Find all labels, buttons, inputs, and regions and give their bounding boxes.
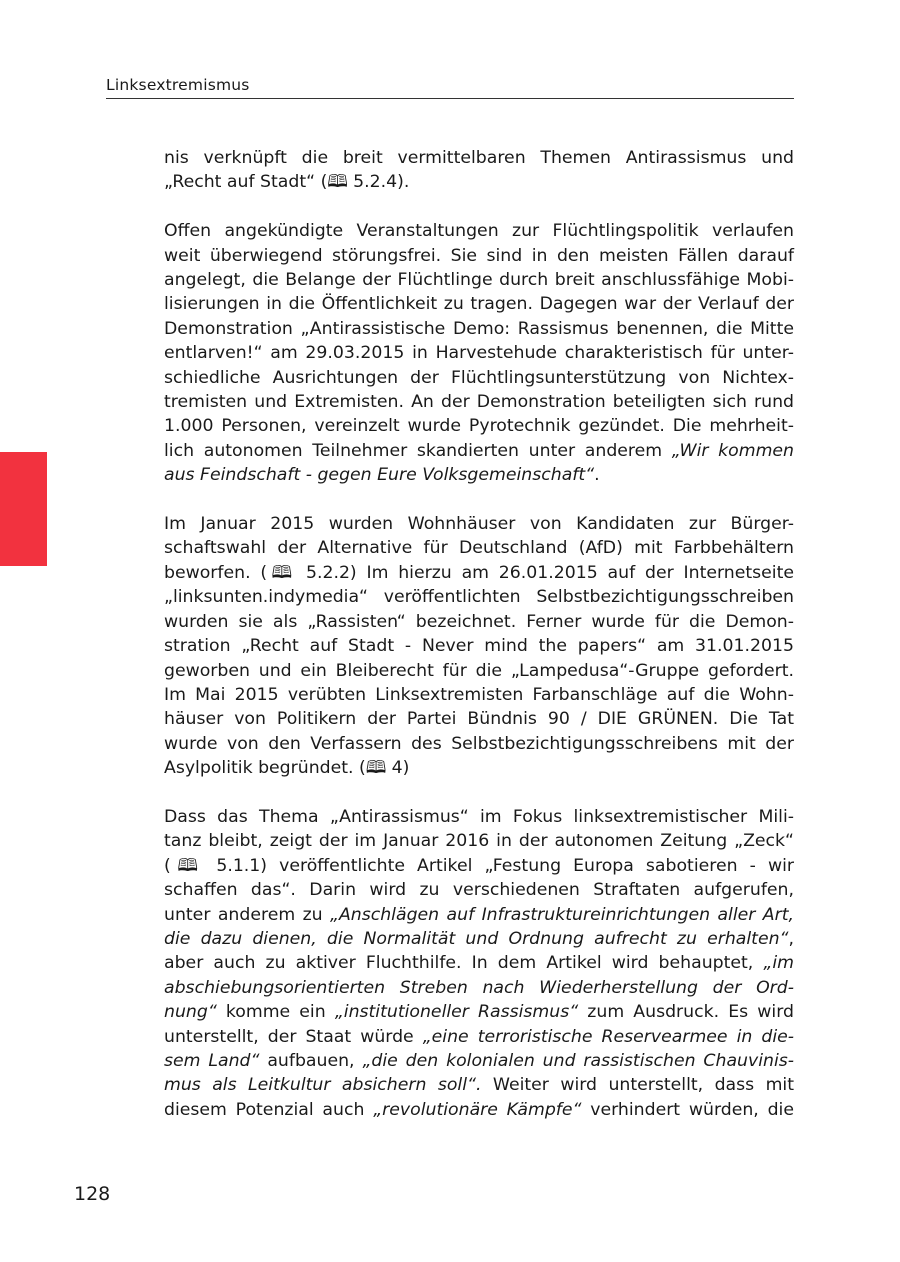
text-segment: schaftswahl der Alternative für Deutschland (AfD) mit Farbbehältern [164,538,794,559]
text-segment: tremisten und Extremisten. An der Demonstration beteiligten sich rund [164,392,794,413]
text-line [164,512,794,536]
text-segment: schaffen das“. Darin wird zu verschiedenen Straftaten aufgerufen, [164,880,794,901]
header-rule [106,98,794,99]
quote-italic: „die den kolonialen und rassistischen Chauvinis- [362,1050,795,1071]
text-line [164,610,794,634]
text-segment: verhindert würden, die [581,1099,794,1120]
text-segment: , [788,928,794,949]
text-segment: Im Mai 2015 verübten Linksextremisten Farbanschläge auf die Wohn- [164,684,794,705]
text-segment: beworfen. (🕮 5.2.2) Im hierzu am 26.01.2015 auf der Internetseite [164,562,794,583]
quote-italic: die dazu dienen, die Normalität und Ordnung aufrecht zu erhalten“ [164,928,789,949]
text-segment: komme ein [216,1002,335,1023]
text-line [164,219,794,243]
text-segment: Im Januar 2015 wurden Wohnhäuser von Kandidaten zur Bürger- [164,514,794,535]
text-segment: stration „Recht auf Stadt - Never mind the papers“ am 31.01.2015 [164,636,794,657]
text-line [164,634,794,658]
text-segment: häuser von Politikern der Partei Bündnis 90 / DIE GRÜNEN. Die Tat [164,709,794,730]
quote-italic: sem Land“ [164,1050,260,1071]
text-segment: „Recht auf Stadt“ (🕮 5.2.4). [164,172,410,193]
quote-italic: „revolutionäre Kämpfe“ [373,1099,582,1120]
text-line [164,683,794,707]
text-segment: Demonstration „Antirassistische Demo: Rassismus benennen, die Mitte [164,318,794,339]
text-line [164,317,794,341]
text-line [164,829,794,853]
text-segment: schiedliche Ausrichtungen der Flüchtlingsunterstützung von Nichtex- [164,367,794,388]
text-segment: wurden sie als „Rassisten“ bezeichnet. Ferner wurde für die Demon- [164,611,794,632]
quote-italic: abschiebungsorientierten Streben nach Wiederherstellung der Ord- [164,977,794,998]
paragraph [164,219,794,487]
quote-italic: mus als Leitkultur absichern soll“. [164,1075,482,1096]
text-segment: aber auch zu aktiver Fluchthilfe. In dem Artikel wird behauptet, [164,953,764,974]
paragraph [164,512,794,780]
quote-italic: „Wir kommen [671,440,794,461]
quote-italic: „im [763,953,794,974]
text-line [164,854,794,878]
text-line [164,561,794,585]
text-line [164,146,794,170]
text-segment: lich autonomen Teilnehmer skandierten unter anderem [164,440,672,461]
text-segment: diesem Potenzial auch [164,1099,374,1120]
text-segment: (🕮 5.1.1) veröffentlichte Artikel „Festung Europa sabotieren - wir [164,855,794,876]
quote-italic: „eine terroristische Reservearmee in die- [422,1026,794,1047]
text-segment: 1.000 Personen, vereinzelt wurde Pyrotechnik gezündet. Die mehrheit- [164,416,794,437]
text-line [164,170,794,194]
text-line [164,414,794,438]
text-segment: lisierungen in die Öffentlichkeit zu tragen. Dagegen war der Verlauf der [164,294,794,315]
text-line [164,756,794,780]
text-line [164,390,794,414]
text-line [164,341,794,365]
text-line [164,244,794,268]
quote-italic: „institutioneller Rassismus“ [334,1002,579,1023]
text-line [164,878,794,902]
page-number: 128 [74,1183,111,1205]
text-line [164,439,794,463]
text-line [164,951,794,975]
text-line [164,536,794,560]
text-line [164,1049,794,1073]
text-segment: weit überwiegend störungsfrei. Sie sind in den meisten Fällen darauf [164,245,794,266]
text-line [164,732,794,756]
paragraph [164,805,794,1122]
text-segment: entlarven!“ am 29.03.2015 in Harvestehude charakteristisch für unter- [164,343,794,364]
text-segment: aufbauen, [259,1050,363,1071]
text-line [164,1073,794,1097]
paragraph [164,146,794,195]
text-segment: Dass das Thema „Antirassismus“ im Fokus linksextremistischer Mili- [164,806,794,827]
text-segment: zum Ausdruck. Es wird [578,1002,794,1023]
text-segment: Asylpolitik begründet. (🕮 4) [164,758,410,779]
text-segment: nis verknüpft die breit vermittelbaren Themen Antirassismus und [164,148,794,168]
quote-italic: nung“ [164,1002,217,1023]
text-segment: Weiter wird unterstellt, dass mit [481,1075,794,1096]
text-line [164,585,794,609]
text-segment: Offen angekündigte Veranstaltungen zur Flüchtlingspolitik verlaufen [164,221,794,242]
text-line [164,366,794,390]
text-segment: angelegt, die Belange der Flüchtlinge durch breit anschlussfähige Mobi- [164,270,794,291]
text-segment: geworben und ein Bleiberecht für die „Lampedusa“-Gruppe gefordert. [164,660,794,681]
text-segment: „linksunten.indymedia“ veröffentlichten Selbstbezichtigungsschreiben [164,587,794,608]
text-line [164,976,794,1000]
text-line [164,463,794,487]
text-segment: . [594,465,600,486]
text-line [164,927,794,951]
quote-italic: „Anschlägen auf Infrastruktureinrichtungen aller Art, [330,904,794,925]
text-segment: tanz bleibt, zeigt der im Januar 2016 in der autonomen Zeitung „Zeck“ [164,831,794,852]
text-line [164,268,794,292]
text-line [164,1025,794,1049]
text-line [164,1000,794,1024]
text-segment: wurde von den Verfassern des Selbstbezichtigungsschreibens mit der [164,733,794,754]
text-line [164,292,794,316]
text-line [164,1098,794,1122]
text-line [164,659,794,683]
body-text [164,146,794,1147]
text-segment: unter anderem zu [164,904,330,925]
chapter-color-tab [0,452,47,566]
text-line [164,707,794,731]
text-line [164,805,794,829]
text-line [164,903,794,927]
running-header-title: Linksextremismus [106,76,250,94]
quote-italic: aus Feindschaft - gegen Eure Volksgemeinschaft“ [164,465,595,486]
text-segment: unterstellt, der Staat würde [164,1026,423,1047]
